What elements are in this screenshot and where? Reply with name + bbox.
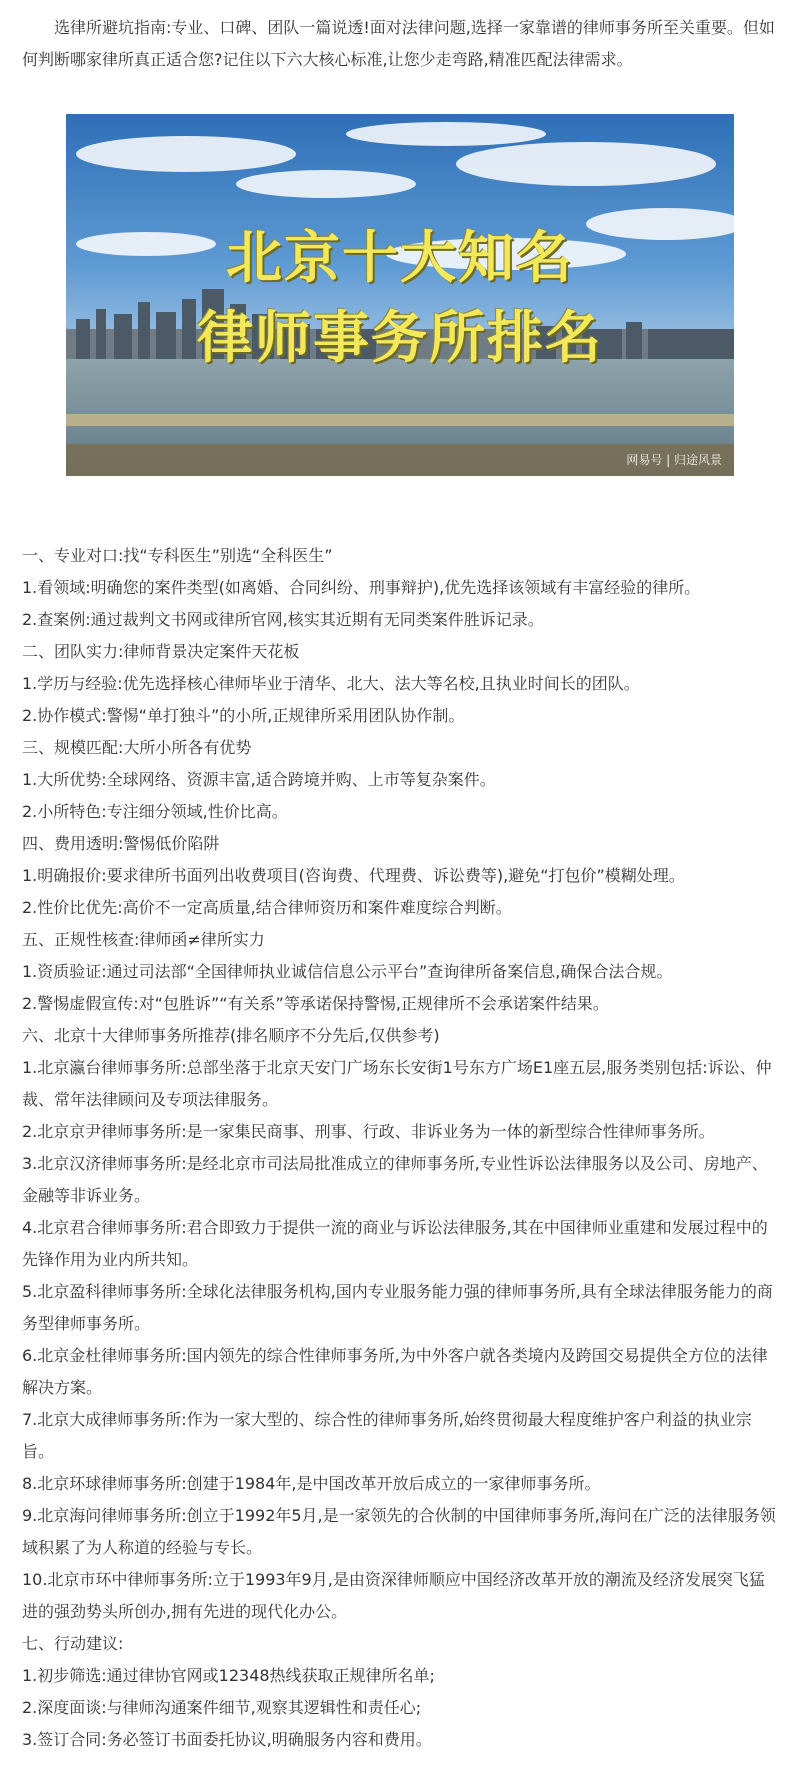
list-item: 1.看领域:明确您的案件类型(如离婚、合同纠纷、刑事辩护),优先选择该领域有丰富经验的律所。 <box>22 578 701 597</box>
section-heading: 七、行动建议: <box>22 1634 124 1653</box>
article-body <box>22 540 778 1756</box>
list-item: 5.北京盈科律师事务所:全球化法律服务机构,国内专业服务能力强的律师事务所,具有全球法律服务能力的商务型律师事务所。 <box>22 1282 773 1333</box>
list-item: 2.查案例:通过裁判文书网或律所官网,核实其近期有无同类案件胜诉记录。 <box>22 610 544 629</box>
list-item: 9.北京海问律师事务所:创立于1992年5月,是一家领先的合伙制的中国律师事务所,海问在广泛的法律服务领域积累了为人称道的经验与专长。 <box>22 1506 776 1557</box>
list-item: 2.深度面谈:与律师沟通案件细节,观察其逻辑性和责任心; <box>22 1698 422 1717</box>
list-item: 1.明确报价:要求律所书面列出收费项目(咨询费、代理费、诉讼费等),避免“打包价”模糊处理。 <box>22 866 685 885</box>
list-item: 1.北京瀛台律师事务所:总部坐落于北京天安门广场东长安街1号东方广场E1座五层,服务类别包括:诉讼、仲裁、常年法律顾问及专项法律服务。 <box>22 1058 772 1109</box>
list-item: 6.北京金杜律师事务所:国内领先的综合性律师事务所,为中外客户就各类境内及跨国交易提供全方位的法律解决方案。 <box>22 1346 768 1397</box>
list-item: 2.性价比优先:高价不一定高质量,结合律师资历和案件难度综合判断。 <box>22 898 512 917</box>
section-heading: 三、规模匹配:大所小所各有优势 <box>22 738 252 757</box>
section-heading: 六、北京十大律师事务所推荐(排名顺序不分先后,仅供参考) <box>22 1026 440 1045</box>
banner-title-line-2: 律师事务所排名 <box>197 306 603 371</box>
section-heading: 一、专业对口:找“专科医生”别选“全科医生” <box>22 546 333 565</box>
banner-title-line-1: 北京十大知名 <box>226 226 574 291</box>
list-item: 3.北京汉济律师事务所:是经北京市司法局批准成立的律师事务所,专业性诉讼法律服务以及公司、房地产、金融等非诉业务。 <box>22 1154 768 1205</box>
list-item: 3.签订合同:务必签订书面委托协议,明确服务内容和费用。 <box>22 1730 432 1749</box>
list-item: 2.警惕虚假宣传:对“包胜诉”“有关系”等承诺保持警惕,正规律所不会承诺案件结果。 <box>22 994 609 1013</box>
watermark: 网易号 | 归途风景 <box>626 453 722 467</box>
section-heading: 二、团队实力:律师背景决定案件天花板 <box>22 642 300 661</box>
list-item: 8.北京环球律师事务所:创建于1984年,是中国改革开放后成立的一家律师事务所。 <box>22 1474 601 1493</box>
list-item: 1.资质验证:通过司法部“全国律师执业诚信信息公示平台”查询律所备案信息,确保合法合规。 <box>22 962 673 981</box>
list-item: 7.北京大成律师事务所:作为一家大型的、综合性的律师事务所,始终贯彻最大程度维护客户利益的执业宗旨。 <box>22 1410 752 1461</box>
list-item: 1.初步筛选:通过律协官网或12348热线获取正规律所名单; <box>22 1666 435 1685</box>
list-item: 1.学历与经验:优先选择核心律师毕业于清华、北大、法大等名校,且执业时间长的团队。 <box>22 674 640 693</box>
banner-image <box>66 114 734 476</box>
list-item: 10.北京市环中律师事务所:立于1993年9月,是由资深律师顺应中国经济改革开放的潮流及经济发展突飞猛进的强劲势头所创办,拥有先进的现代化办公。 <box>22 1570 765 1621</box>
intro-paragraph: 选律所避坑指南:专业、口碑、团队一篇说透!面对法律问题,选择一家靠谱的律师事务所至关重要。但如何判断哪家律所真正适合您?记住以下六大核心标准,让您少走弯路,精准匹配法律需求。 <box>22 18 775 69</box>
section-heading: 五、正规性核查:律师函≠律所实力 <box>22 930 265 949</box>
list-item: 4.北京君合律师事务所:君合即致力于提供一流的商业与诉讼法律服务,其在中国律师业重建和发展过程中的先锋作用为业内所共知。 <box>22 1218 768 1269</box>
section-heading: 四、费用透明:警惕低价陷阱 <box>22 834 220 853</box>
list-item: 1.大所优势:全球网络、资源丰富,适合跨境并购、上市等复杂案件。 <box>22 770 496 789</box>
list-item: 2.北京京尹律师事务所:是一家集民商事、刑事、行政、非诉业务为一体的新型综合性律师事务所。 <box>22 1122 715 1141</box>
shoreline <box>66 414 734 426</box>
list-item: 2.协作模式:警惕“单打独斗”的小所,正规律所采用团队协作制。 <box>22 706 465 725</box>
list-item: 2.小所特色:专注细分领域,性价比高。 <box>22 802 288 821</box>
